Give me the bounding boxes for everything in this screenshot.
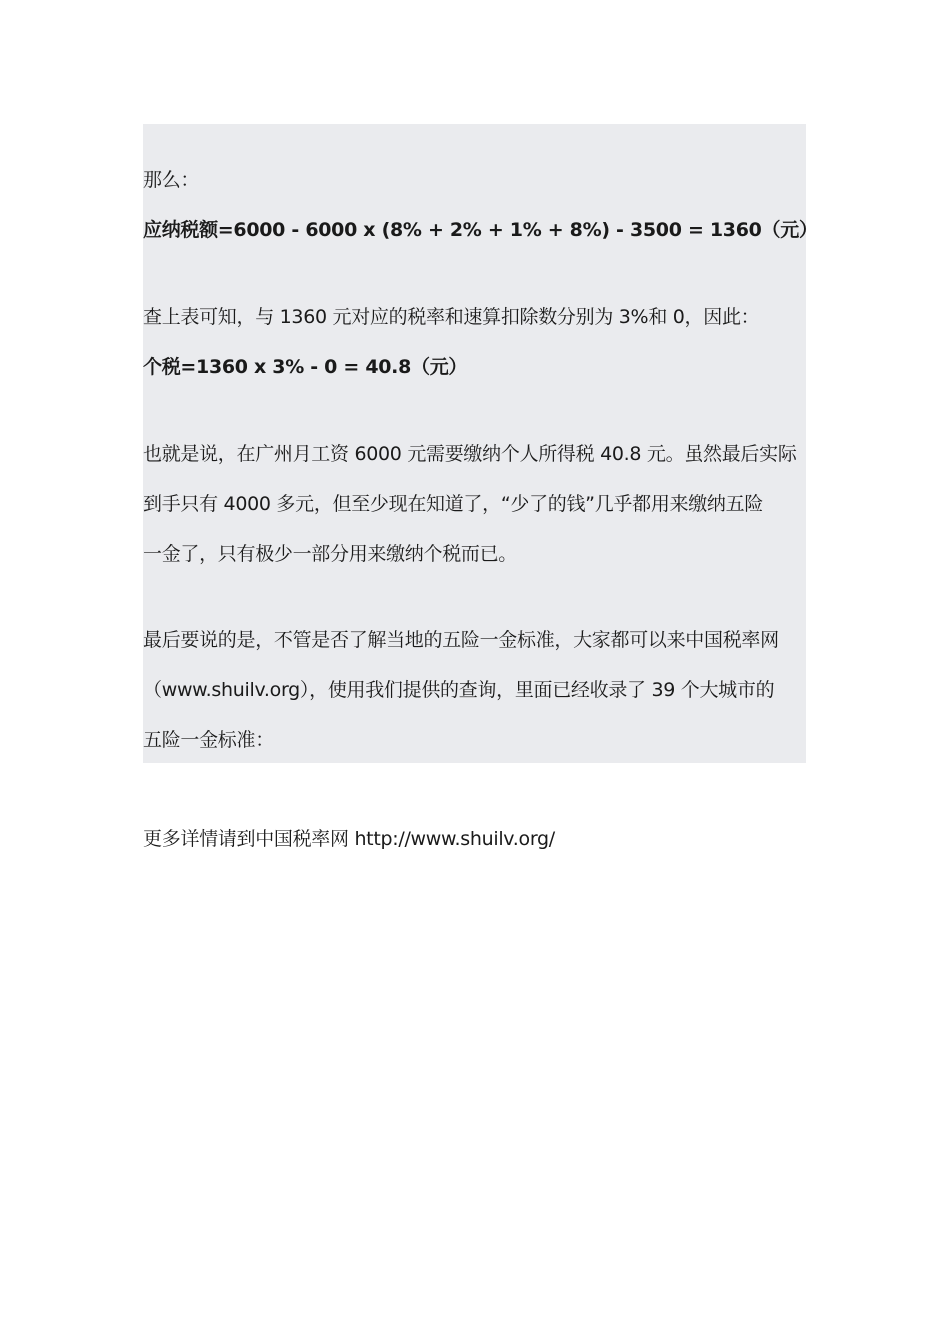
- footer-link-text[interactable]: 更多详情请到中国税率网 http://www.shuilv.org/: [143, 828, 555, 850]
- paragraph-line: 最后要说的是，不管是否了解当地的五险一金标准，大家都可以来中国税率网: [143, 629, 779, 651]
- paragraph-line: 到手只有 4000 多元，但至少现在知道了，“少了的钱”几乎都用来缴纳五险: [143, 493, 764, 515]
- paragraph-line: 也就是说，在广州月工资 6000 元需要缴纳个人所得税 40.8 元。虽然最后实际: [143, 443, 797, 465]
- income-tax-formula: 个税=1360 x 3% - 0 = 40.8（元）: [143, 356, 468, 378]
- intro-text: 那么：: [143, 169, 200, 191]
- rate-lookup-text: 查上表可知，与 1360 元对应的税率和速算扣除数分别为 3%和 0，因此：: [143, 306, 760, 328]
- taxable-income-formula: 应纳税额=6000 - 6000 x (8% + 2% + 1% + 8%) - 3500 = 1360（元）: [143, 219, 818, 241]
- paragraph-line: 五险一金标准：: [143, 729, 274, 751]
- paragraph-line: （www.shuilv.org），使用我们提供的查询，里面已经收录了 39 个大城市的: [143, 679, 775, 701]
- paragraph-line: 一金了，只有极少一部分用来缴纳个税而已。: [143, 543, 518, 565]
